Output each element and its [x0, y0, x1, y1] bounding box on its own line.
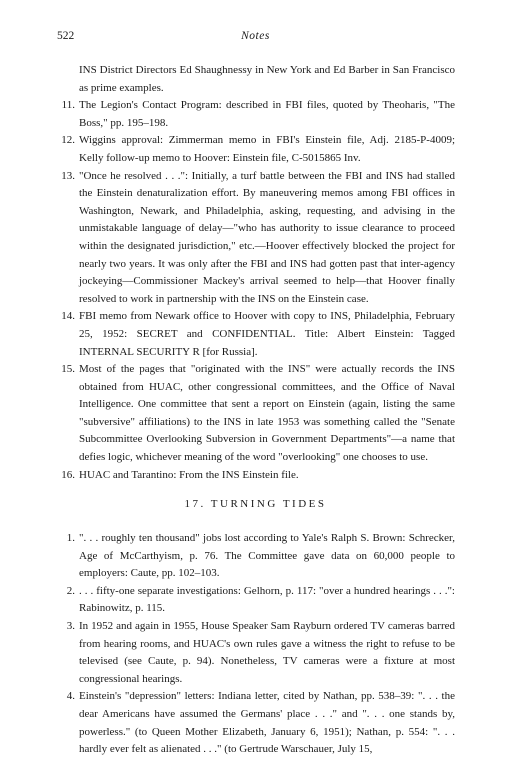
- note-text: Einstein's "depression" letters: Indiana letter, cited by Nathan, pp. 538–39: ". . . the dear Americans have assumed the Germans' place . . ." and ". . . one stands by, powerless." (to Queen Mother Elizabeth, January 6, 1951); Nathan, p. 554: ". . . hardly ever felt as alienated . . ." (to Gertrude Warschauer, July 15,: [79, 690, 455, 756]
- note-number: 1.: [66, 532, 75, 544]
- note-text: Most of the pages that "originated with the INS" were actually records the INS obtained from HUAC, other congressional committees, and the Office of Naval Intelligence. One committee that sent a report on Einstein (again, listing the same "subversive" affiliations) to the INS in late 1953 was something called the "Senate Subcommittee Overlooking Subversion in Government Departments"—a name that defies logic, whichever meaning of the word "overlooking" one chooses to use.: [79, 363, 455, 464]
- note-text: FBI memo from Newark office to Hoover with copy to INS, Philadelphia, February 25, 1952: SECRET and CONFIDENTIAL. Title: Albert Einstein: Tagged INTERNAL SECURITY R [for Russia].: [79, 310, 455, 358]
- notes-section-bottom: [57, 530, 455, 759]
- note-text: ". . . roughly ten thousand" jobs lost according to Yale's Ralph S. Brown: Schrecker, Age of McCarthyism, p. 76. The Committee gave data on 60,000 people to employers: Caute, pp. 102–103.: [79, 532, 455, 580]
- note-number: 16.: [61, 468, 75, 481]
- note-item: [57, 62, 455, 97]
- note-number: 12.: [61, 134, 75, 147]
- note-item: [57, 688, 455, 758]
- note-item: [57, 168, 455, 309]
- note-number: 11.: [61, 99, 75, 112]
- chapter-heading: 17. TURNING TIDES: [184, 498, 327, 510]
- note-item: [57, 530, 455, 583]
- note-number: 4.: [66, 690, 75, 703]
- note-number: 2.: [66, 584, 75, 597]
- note-item: [57, 308, 455, 361]
- note-item: [57, 583, 455, 618]
- note-item: [57, 97, 455, 132]
- note-text: . . . fifty-one separate investigations: Gelhorn, p. 117: "over a hundred hearings . . .": Rabinowitz, p. 115.: [79, 584, 455, 615]
- note-text: In 1952 and again in 1955, House Speaker Sam Rayburn ordered TV cameras barred from hearing rooms, and HUAC's own rules gave a witness the right to refuse to be televised (see Caute, p. 94). Nonetheless, TV cameras were a fixture at most congressional hearings.: [79, 619, 455, 685]
- note-text: The Legion's Contact Program: described in FBI files, quoted by Theoharis, "The Boss," pp. 195–198.: [79, 99, 455, 129]
- note-text: Wiggins approval: Zimmerman memo in FBI's Einstein file, Adj. 2185-P-4009; Kelly follow-up memo to Hoover: Einstein file, C-5015865 Inv.: [79, 134, 455, 164]
- note-number: 13.: [61, 169, 75, 182]
- note-text: HUAC and Tarantino: From the INS Einstein file.: [79, 468, 299, 481]
- note-item: [57, 132, 455, 167]
- page-number: 522: [57, 30, 75, 42]
- note-item: [57, 467, 455, 485]
- note-item: [57, 618, 455, 688]
- note-text: INS District Directors Ed Shaughnessy in New York and Ed Barber in San Francisco as prime examples.: [79, 64, 455, 94]
- notes-section-top: [57, 62, 455, 484]
- note-number: 14.: [61, 310, 75, 323]
- running-title: Notes: [241, 30, 270, 42]
- note-item: [57, 361, 455, 467]
- note-number: 3.: [66, 619, 75, 632]
- note-number: 15.: [61, 363, 75, 376]
- running-head: [57, 30, 454, 46]
- note-text: "Once he resolved . . .": Initially, a turf battle between the FBI and INS had stalled the Einstein denaturalization effort. By maneuvering memos among FBI offices in Washington, Newark, and Philadelphia, asking, requesting, and advising in the unmistakable language of delay—"who has authority to issue clearance to proceed within the designated jurisdiction," etc.—Hoover effectively blocked the project for nearly two years. It was only after the FBI and INS had gotten past that inter-agency jockeying—Commissioner Mackey's arrival seemed to help—that Hoover finally resolved to work in partnership with the INS on the Einstein case.: [79, 169, 455, 305]
